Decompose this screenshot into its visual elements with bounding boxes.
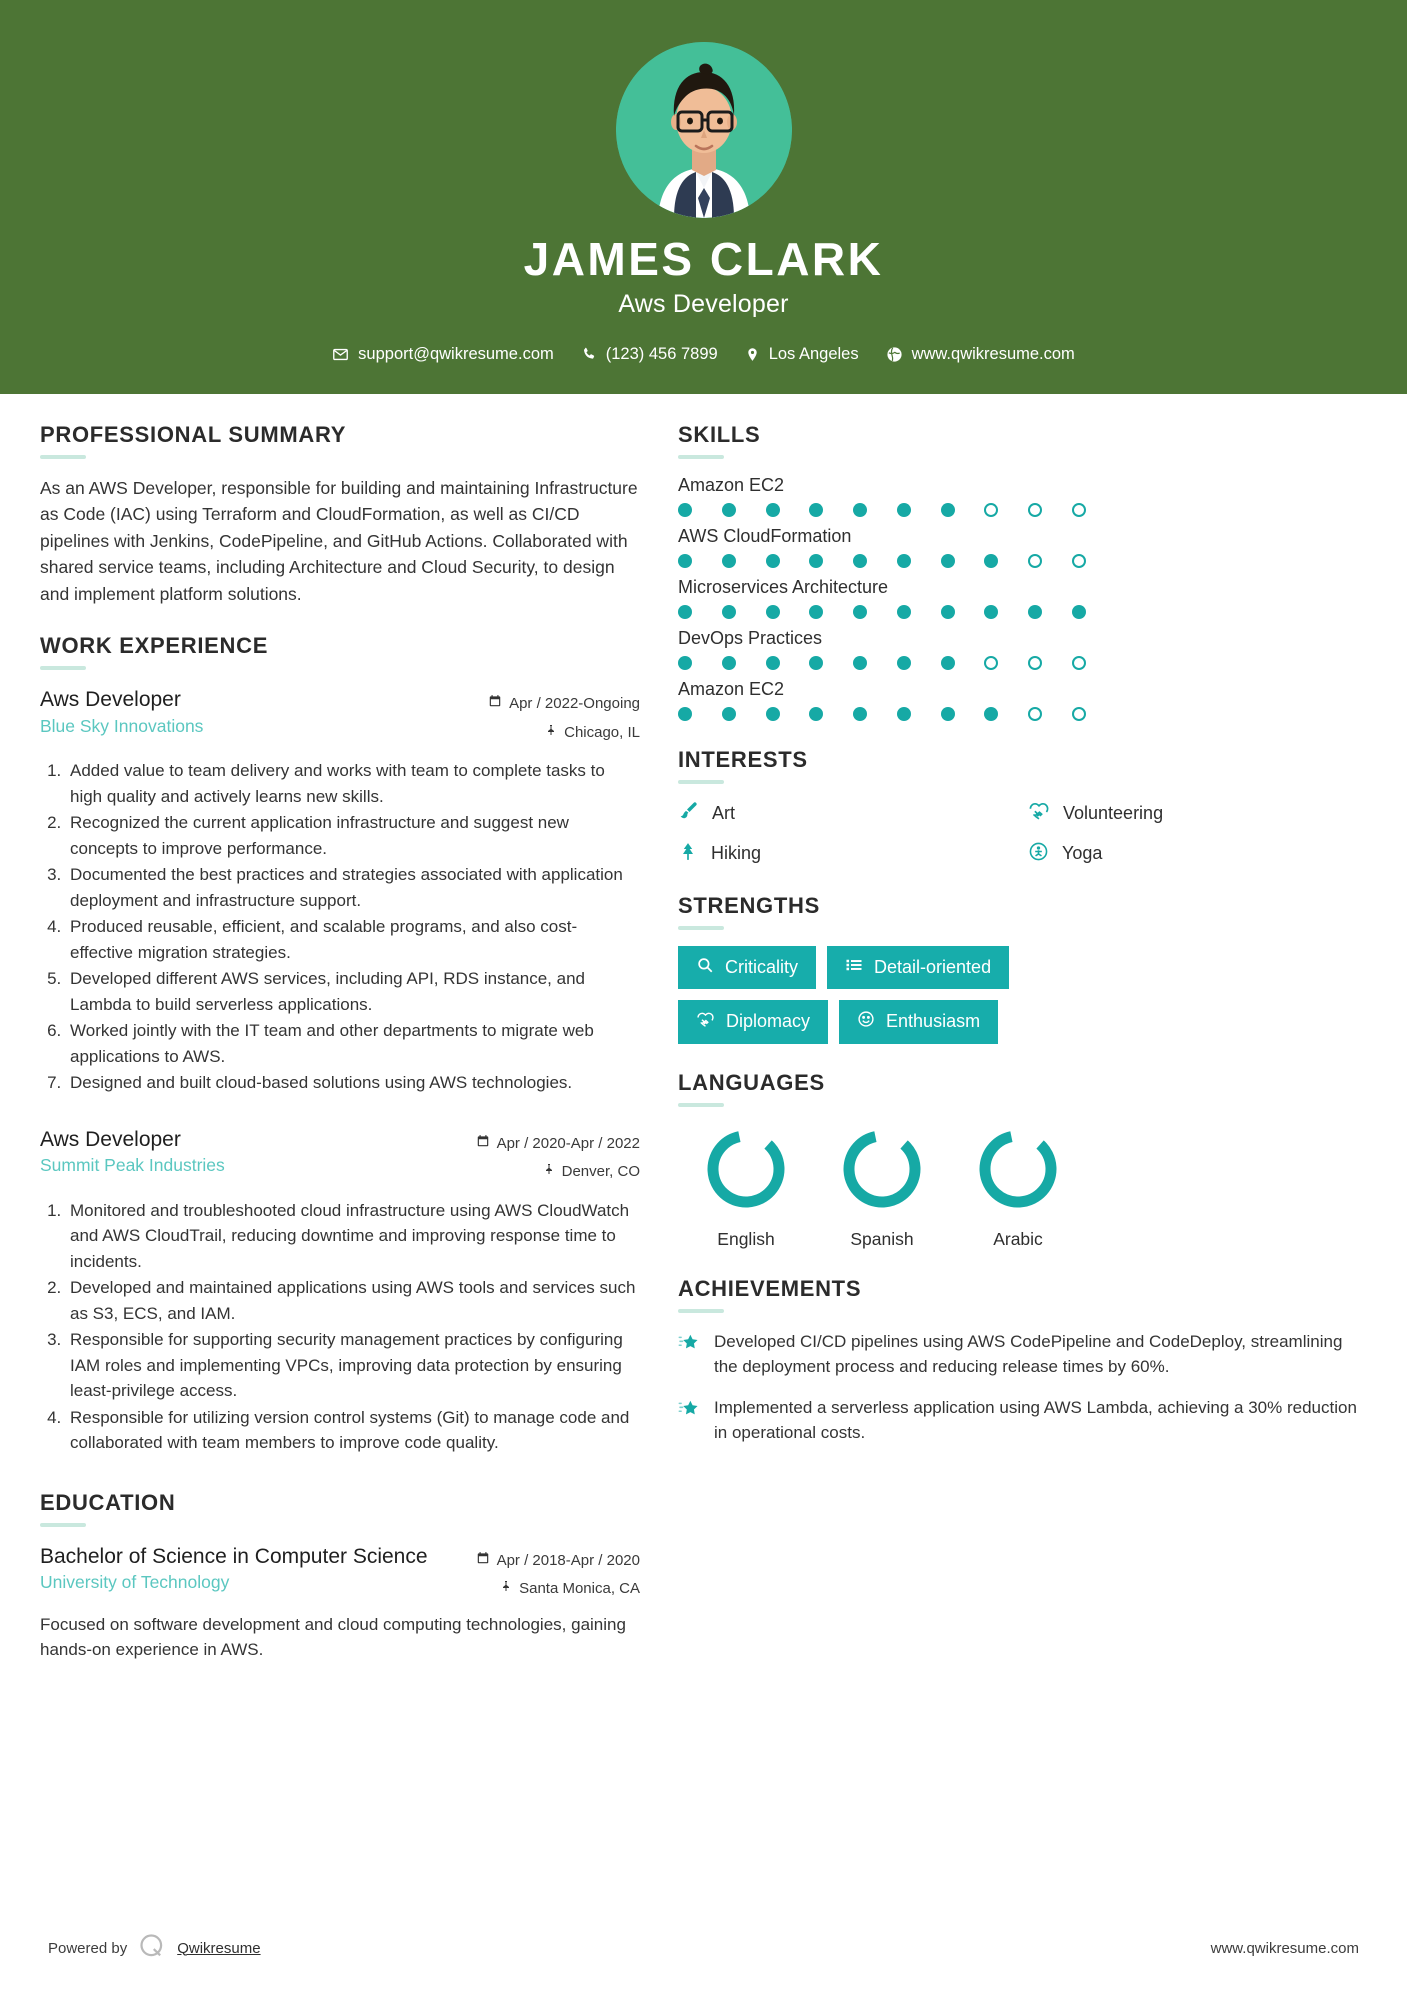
contact-phone[interactable]: [571, 345, 728, 364]
skills-heading: SKILLS: [678, 421, 761, 447]
strength-chip-detail-oriented: [827, 946, 1009, 989]
email-icon: [332, 346, 349, 363]
skill-dot-filled: [941, 554, 955, 568]
section-professional-summary: [40, 422, 640, 608]
strength-label: Detail-oriented: [874, 956, 992, 977]
list-item: 1. Monitored and troubleshooted cloud infrastructure using AWS CloudWatch and AWS CloudTrail, reducing downtime and improving response time to incidents.: [66, 1198, 640, 1275]
section-rule: [678, 1309, 724, 1313]
language-item: [950, 1123, 1086, 1250]
job-company: Summit Peak Industries: [40, 1155, 225, 1176]
skill-name: DevOps Practices: [678, 627, 823, 648]
calendar-icon: [476, 1547, 490, 1576]
contact-website[interactable]: [876, 345, 1085, 364]
handshake-heart-icon: [696, 1010, 715, 1034]
contact-location-text: Los Angeles: [768, 344, 859, 363]
skill-dot-empty: [1072, 554, 1086, 568]
skill-item: [678, 679, 1368, 721]
education-dates-line: [476, 1547, 640, 1576]
interest-label: Art: [712, 802, 736, 823]
skill-dot-filled: [897, 503, 911, 517]
interest-label: Yoga: [1062, 843, 1103, 864]
smiley-icon: [857, 1010, 875, 1033]
language-item: [678, 1123, 814, 1250]
interests-grid: [678, 800, 1368, 867]
education-meta: [476, 1543, 640, 1604]
skill-item: [678, 526, 1368, 568]
skill-dot-filled: [766, 554, 780, 568]
language-name: Spanish: [850, 1228, 914, 1249]
job-bullets: [40, 1198, 640, 1456]
degree-title: Bachelor of Science in Computer Science: [40, 1544, 428, 1568]
skill-dot-filled: [766, 707, 780, 721]
section-rule: [678, 926, 724, 930]
interests-heading: INTERESTS: [678, 746, 808, 772]
skill-dot-filled: [809, 656, 823, 670]
section-rule: [678, 780, 724, 784]
skill-dot-filled: [941, 707, 955, 721]
section-rule: [678, 1103, 724, 1107]
skill-name: AWS CloudFormation: [678, 525, 852, 546]
contact-website-text: www.qwikresume.com: [911, 344, 1075, 363]
job-location: Chicago, IL: [564, 723, 640, 741]
section-rule: [40, 455, 86, 459]
strength-label: Criticality: [725, 956, 799, 977]
skill-rating: [678, 605, 1086, 619]
skill-dot-filled: [897, 656, 911, 670]
skill-name: Microservices Architecture: [678, 576, 889, 597]
section-education: [40, 1490, 640, 1663]
strength-label: Enthusiasm: [886, 1011, 981, 1032]
skill-item: [678, 475, 1368, 517]
skill-dot-filled: [941, 605, 955, 619]
magnifier-icon: [696, 956, 714, 979]
skill-dot-filled: [678, 605, 692, 619]
education-dates: Apr / 2018-Apr / 2020: [496, 1551, 640, 1569]
contact-phone-text: (123) 456 7899: [605, 344, 718, 363]
interest-label: Hiking: [711, 843, 762, 864]
contact-location[interactable]: [735, 345, 869, 364]
achievement-text: Developed CI/CD pipelines using AWS CodePipeline and CodeDeploy, streamlining the deployment process and reducing release times by 60%.: [714, 1331, 1343, 1377]
job-meta: [488, 686, 640, 747]
section-languages: [678, 1070, 1368, 1250]
powered-by: [48, 1932, 261, 1964]
section-rule: [40, 666, 86, 670]
qwikresume-logo-icon: [138, 1932, 166, 1964]
skill-dot-empty: [1072, 707, 1086, 721]
pin-icon: [500, 1575, 512, 1604]
language-progress-ring: [700, 1123, 792, 1215]
skill-dot-filled: [853, 503, 867, 517]
list-item: 4. Responsible for utilizing version control systems (Git) to manage code and collaborated with team members to improve code quality.: [66, 1405, 640, 1456]
achievement-text: Implemented a serverless application using AWS Lambda, achieving a 30% reduction in operational costs.: [714, 1397, 1357, 1443]
skill-dot-filled: [809, 707, 823, 721]
skill-dot-filled: [722, 503, 736, 517]
skill-item: [678, 577, 1368, 619]
list-icon: [845, 956, 863, 979]
globe-icon: [886, 346, 903, 363]
work-heading: WORK EXPERIENCE: [40, 633, 269, 659]
skill-dot-filled: [809, 554, 823, 568]
skill-dot-empty: [1028, 656, 1042, 670]
education-entry: [40, 1543, 640, 1663]
skill-dot-filled: [722, 656, 736, 670]
left-column: [40, 422, 640, 1912]
language-name: Arabic: [993, 1228, 1043, 1249]
strengths-heading: STRENGTHS: [678, 892, 820, 918]
job-location-line: [488, 719, 640, 748]
interest-volunteering: [1028, 800, 1368, 827]
skill-dot-filled: [897, 554, 911, 568]
list-item: 2. Developed and maintained applications using AWS tools and services such as S3, ECS, and IAM.: [66, 1275, 640, 1326]
job-dates: Apr / 2020-Apr / 2022: [496, 1134, 640, 1152]
list-item: 6. Worked jointly with the IT team and other departments to migrate web applications to AWS.: [66, 1018, 640, 1069]
education-location: Santa Monica, CA: [519, 1580, 640, 1598]
job-dates-line: [488, 690, 640, 719]
achievement-item: [678, 1329, 1368, 1380]
job-role: Aws Developer: [40, 1127, 181, 1151]
work-entry: [40, 686, 640, 1096]
skill-dot-filled: [853, 554, 867, 568]
skill-rating: [678, 503, 1086, 517]
contact-row: [0, 345, 1407, 364]
right-column: [678, 422, 1368, 1912]
resume-body: [0, 394, 1407, 1912]
language-progress-ring: [972, 1123, 1064, 1215]
skill-dot-empty: [1028, 554, 1042, 568]
job-role: Aws Developer: [40, 688, 181, 712]
skill-dot-filled: [853, 656, 867, 670]
skill-dot-empty: [984, 503, 998, 517]
summary-heading: PROFESSIONAL SUMMARY: [40, 421, 347, 447]
skill-dot-filled: [941, 656, 955, 670]
section-work-experience: [40, 633, 640, 1456]
skill-dot-filled: [722, 554, 736, 568]
achievements-heading: ACHIEVEMENTS: [678, 1275, 862, 1301]
star-badge-icon: [678, 1329, 700, 1359]
skill-dot-filled: [678, 656, 692, 670]
section-skills: [678, 422, 1368, 721]
skills-list: [678, 475, 1368, 721]
list-item: 3. Responsible for supporting security management practices by configuring IAM roles and implementing VPCs, improving data protection by ensuring least-privilege access.: [66, 1327, 640, 1404]
section-interests: [678, 747, 1368, 867]
languages-heading: LANGUAGES: [678, 1069, 825, 1095]
list-item: 7. Designed and built cloud-based solutions using AWS technologies.: [66, 1070, 640, 1096]
calendar-icon: [488, 690, 502, 719]
skill-dot-filled: [897, 707, 911, 721]
skill-rating: [678, 656, 1086, 670]
skill-item: [678, 628, 1368, 670]
list-item: 1. Added value to team delivery and works with team to complete tasks to high quality and actively learns new skills.: [66, 758, 640, 809]
pin-icon: [543, 1158, 555, 1187]
resume-header: [0, 0, 1407, 394]
handshake-heart-icon: [1028, 800, 1050, 827]
tree-icon: [678, 841, 698, 867]
strength-label: Diplomacy: [726, 1011, 811, 1032]
skill-dot-filled: [853, 605, 867, 619]
skill-dot-filled: [984, 605, 998, 619]
job-location: Denver, CO: [561, 1163, 640, 1181]
job-dates-line: [476, 1130, 640, 1159]
skill-dot-filled: [941, 503, 955, 517]
skill-dot-filled: [809, 503, 823, 517]
star-badge-icon: [678, 1395, 700, 1425]
yoga-icon: [1028, 841, 1049, 867]
strength-chip-criticality: [678, 946, 816, 989]
interest-label: Volunteering: [1063, 802, 1164, 823]
skill-dot-filled: [1028, 605, 1042, 619]
language-name: English: [717, 1228, 775, 1249]
strength-chip-enthusiasm: [839, 1000, 998, 1044]
list-item: 2. Recognized the current application infrastructure and suggest new concepts to improve performance.: [66, 810, 640, 861]
skill-name: Amazon EC2: [678, 678, 785, 699]
section-strengths: [678, 893, 1368, 1044]
skill-dot-empty: [1028, 503, 1042, 517]
summary-text: As an AWS Developer, responsible for building and maintaining Infrastructure as Code (IAC) using Terraform and CloudFormation, as well as CI/CD pipelines with Jenkins, CodePipeline, and GitHub Actions. Collaborated with shared service teams, including Architecture and Cloud Security, to design and implement platform solutions.: [40, 477, 638, 604]
skill-dot-filled: [766, 656, 780, 670]
skill-dot-empty: [1072, 503, 1086, 517]
achievement-item: [678, 1395, 1368, 1446]
skill-dot-filled: [1072, 605, 1086, 619]
skill-dot-filled: [853, 707, 867, 721]
skill-dot-empty: [984, 656, 998, 670]
skill-dot-filled: [984, 554, 998, 568]
skill-rating: [678, 554, 1086, 568]
skill-dot-empty: [1028, 707, 1042, 721]
skill-dot-filled: [678, 503, 692, 517]
skill-dot-filled: [809, 605, 823, 619]
list-item: 3. Documented the best practices and strategies associated with application deployment and infrastructure support.: [66, 862, 640, 913]
skill-dot-filled: [678, 707, 692, 721]
skill-dot-filled: [722, 605, 736, 619]
education-heading: EDUCATION: [40, 1489, 176, 1515]
calendar-icon: [476, 1130, 490, 1159]
pin-icon: [545, 719, 557, 748]
education-description: Focused on software development and cloud computing technologies, gaining hands-on experience in AWS.: [40, 1614, 626, 1660]
interest-yoga: [1028, 841, 1368, 867]
skill-name: Amazon EC2: [678, 474, 785, 495]
education-location-line: [476, 1575, 640, 1604]
avatar: [616, 42, 792, 218]
job-company: Blue Sky Innovations: [40, 715, 204, 736]
interest-hiking: [678, 841, 1018, 867]
resume-footer: [0, 1912, 1407, 1990]
list-item: 4. Produced reusable, efficient, and scalable programs, and also cost-effective migration strategies.: [66, 914, 640, 965]
job-meta: [476, 1126, 640, 1187]
avatar-photo: [616, 42, 792, 218]
phone-icon: [581, 346, 597, 362]
header-job-title: Aws Developer: [618, 289, 789, 318]
skill-dot-filled: [984, 707, 998, 721]
job-bullets: [40, 758, 640, 1096]
section-rule: [678, 455, 724, 459]
footer-url: www.qwikresume.com: [1210, 1939, 1359, 1957]
strength-chip-diplomacy: [678, 1000, 828, 1044]
school-name: University of Technology: [40, 1572, 230, 1593]
page-title: JAMES CLARK: [523, 233, 884, 285]
list-item: 5. Developed different AWS services, including API, RDS instance, and Lambda to build serverless applications.: [66, 966, 640, 1017]
qwikresume-brand-link[interactable]: Qwikresume: [177, 1939, 261, 1957]
section-rule: [40, 1523, 86, 1527]
languages-list: [678, 1123, 1368, 1250]
contact-email[interactable]: [322, 345, 564, 364]
skill-dot-empty: [1072, 656, 1086, 670]
job-location-line: [476, 1158, 640, 1187]
skill-dot-filled: [766, 605, 780, 619]
interest-art: [678, 800, 1018, 827]
language-item: [814, 1123, 950, 1250]
section-achievements: [678, 1276, 1368, 1446]
skill-rating: [678, 707, 1086, 721]
work-entry: [40, 1126, 640, 1456]
language-progress-ring: [836, 1123, 928, 1215]
skill-dot-filled: [897, 605, 911, 619]
skill-dot-filled: [722, 707, 736, 721]
powered-by-label: Powered by: [48, 1939, 128, 1957]
strengths-list: [678, 946, 1368, 1044]
location-pin-icon: [745, 346, 760, 363]
paintbrush-icon: [678, 800, 699, 826]
contact-email-text: support@qwikresume.com: [358, 344, 554, 363]
skill-dot-filled: [766, 503, 780, 517]
job-dates: Apr / 2022-Ongoing: [509, 695, 640, 713]
skill-dot-filled: [678, 554, 692, 568]
